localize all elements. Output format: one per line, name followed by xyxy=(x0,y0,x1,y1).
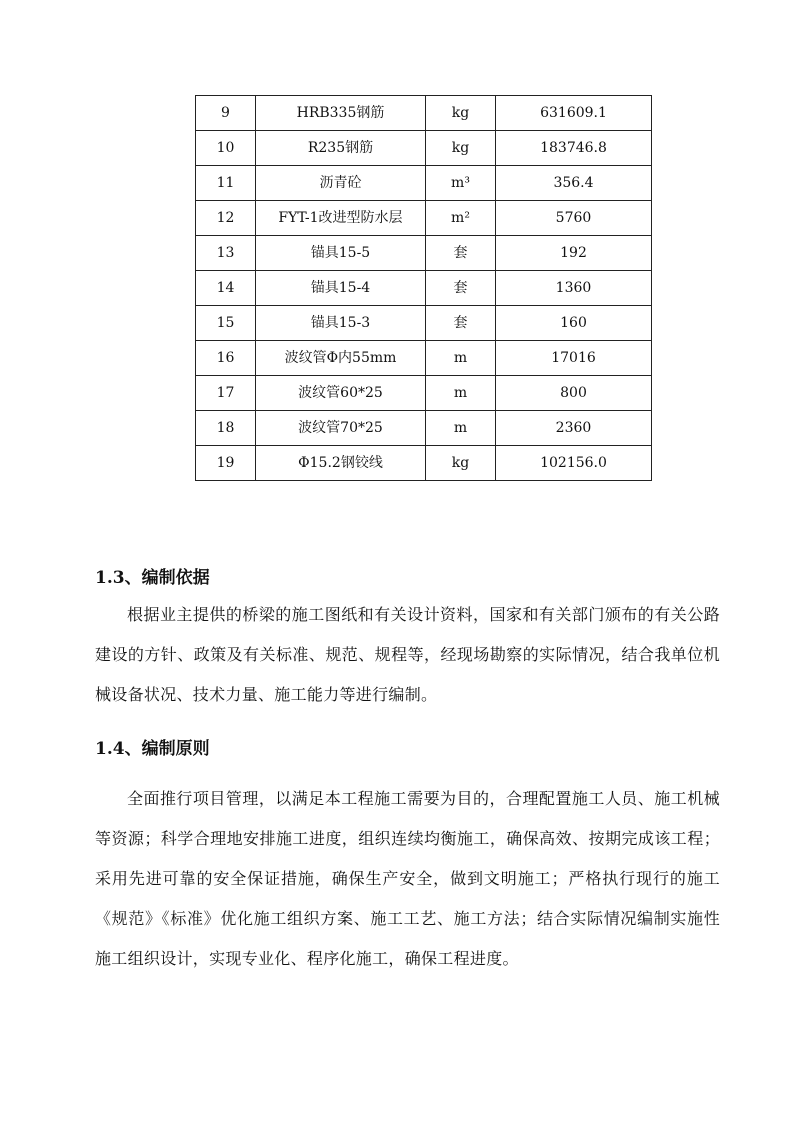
row-number-cell: 16 xyxy=(196,341,256,376)
unit-cell: kg xyxy=(426,96,496,131)
section-1-3-heading: 1.3、编制依据 xyxy=(95,568,210,588)
quantity-cell: 5760 xyxy=(496,201,652,236)
material-name-cell: 波纹管70*25 xyxy=(256,411,426,446)
quantity-cell: 183746.8 xyxy=(496,131,652,166)
table-row xyxy=(196,446,652,481)
quantity-cell: 17016 xyxy=(496,341,652,376)
row-number-cell: 11 xyxy=(196,166,256,201)
material-name-cell: 锚具15-5 xyxy=(256,236,426,271)
material-name-cell: 锚具15-4 xyxy=(256,271,426,306)
material-name-cell: FYT-1改进型防水层 xyxy=(256,201,426,236)
unit-cell: 套 xyxy=(426,271,496,306)
row-number-cell: 10 xyxy=(196,131,256,166)
row-number-cell: 14 xyxy=(196,271,256,306)
material-name-cell: R235钢筋 xyxy=(256,131,426,166)
section-1-4-body: 全面推行项目管理，以满足本工程施工需要为目的，合理配置施工人员、施工机械等资源；科学合理地安排施工进度，组织连续均衡施工，确保高效、按期完成该工程；采用先进可靠的安全保证措施，确保生产安全，做到文明施工；严格执行现行的施工《规范》《标准》优化施工组织方案、施工工艺、施工方法；结合实际情况编制实施性施工组织设计，实现专业化、程序化施工，确保工程进度。 xyxy=(95,789,720,968)
material-name-cell: Φ15.2钢铰线 xyxy=(256,446,426,481)
row-number-cell: 13 xyxy=(196,236,256,271)
quantity-cell: 102156.0 xyxy=(496,446,652,481)
material-name-cell: 波纹管Φ内55mm xyxy=(256,341,426,376)
quantity-cell: 800 xyxy=(496,376,652,411)
unit-cell: m xyxy=(426,411,496,446)
section-1-3-body: 根据业主提供的桥梁的施工图纸和有关设计资料，国家和有关部门颁布的有关公路建设的方针、政策及有关标准、规范、规程等，经现场勘察的实际情况，结合我单位机械设备状况、技术力量、施工能力等进行编制。 xyxy=(95,605,720,704)
table-row xyxy=(196,306,652,341)
quantity-cell: 631609.1 xyxy=(496,96,652,131)
table-row xyxy=(196,236,652,271)
table-row xyxy=(196,131,652,166)
table-row xyxy=(196,201,652,236)
quantity-cell: 2360 xyxy=(496,411,652,446)
quantity-cell: 1360 xyxy=(496,271,652,306)
table-row xyxy=(196,411,652,446)
material-name-cell: 沥青砼 xyxy=(256,166,426,201)
row-number-cell: 9 xyxy=(196,96,256,131)
row-number-cell: 18 xyxy=(196,411,256,446)
table-row xyxy=(196,166,652,201)
unit-cell: m xyxy=(426,341,496,376)
unit-cell: m xyxy=(426,376,496,411)
table-row xyxy=(196,376,652,411)
unit-cell: m³ xyxy=(426,166,496,201)
table-row xyxy=(196,271,652,306)
unit-cell: m² xyxy=(426,201,496,236)
unit-cell: kg xyxy=(426,446,496,481)
unit-cell: 套 xyxy=(426,306,496,341)
quantity-cell: 356.4 xyxy=(496,166,652,201)
table-row xyxy=(196,96,652,131)
materials-table-body xyxy=(196,96,652,481)
material-name-cell: HRB335钢筋 xyxy=(256,96,426,131)
row-number-cell: 17 xyxy=(196,376,256,411)
row-number-cell: 15 xyxy=(196,306,256,341)
table-row xyxy=(196,341,652,376)
unit-cell: kg xyxy=(426,131,496,166)
materials-table xyxy=(195,95,652,481)
row-number-cell: 12 xyxy=(196,201,256,236)
material-name-cell: 锚具15-3 xyxy=(256,306,426,341)
section-1-4-heading: 1.4、编制原则 xyxy=(95,739,210,759)
quantity-cell: 192 xyxy=(496,236,652,271)
quantity-cell: 160 xyxy=(496,306,652,341)
row-number-cell: 19 xyxy=(196,446,256,481)
material-name-cell: 波纹管60*25 xyxy=(256,376,426,411)
unit-cell: 套 xyxy=(426,236,496,271)
